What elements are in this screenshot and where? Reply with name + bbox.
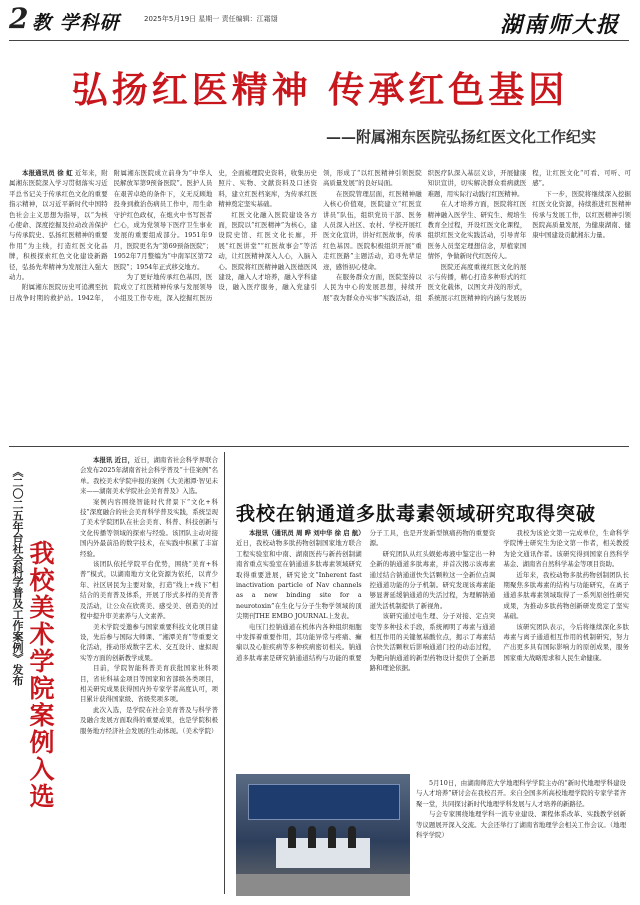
- art-paragraph: 此次入选，是学院在社会美育普及与科学普及融合发展方面取得的重要成果，也是学院积极服务地方经济社会发展的生动体现。（美术学院）: [80, 705, 218, 735]
- research-paragraph: 本报讯（通讯员 周 晔 刘中华 徐 启 航）近日，我校动物多肽药物创制国家地方联合工程实验室和中南、湖南医药与新药创制湖南省重点实验室在钠通道多肽毒素领域研究取得重要进展，研究论文“Inherent fast inactivation particle of Nav channels as a new binding site for a neurotoxin”在生化与分子生物学领域的顶尖期刊THE EMBO JOURNAL上发表。: [236, 529, 365, 621]
- research-body: [236, 528, 629, 766]
- feature-paragraph: 下一步，医院将继续深入挖掘红医文化资源，持续推进红医精神传承与发展工作，以红医精神引领医院高质量发展，为健康湖南、健康中国建设贡献湘东力量。: [532, 189, 631, 240]
- feature-headline: 弘扬红医精神 传承红色基因: [71, 69, 569, 111]
- research-byline: 本报讯（通讯员 周 晔 刘中华 徐 启 航）: [249, 529, 365, 537]
- research-headline: 我校在钠通道多肽毒素领域研究取得突破: [236, 503, 597, 525]
- photo-caption: [416, 778, 626, 896]
- art-paragraph: 案例内容围绕智能时代背景下“文化+科技”深度融合的社会美育科学普及实践，系统呈现了美术学院团队在社会美育、科普、科技创新与文化传播等领域的探索与经验。该团队主动对接国内外最前沿的数字技术，在实践中积累了丰富经验。: [80, 497, 218, 558]
- column-divider: [224, 452, 225, 894]
- masthead-meta: 2025年5月19日 星期一 责任编辑：江霜翃: [144, 15, 278, 23]
- art-paragraph: 美术学院受邀参与国家重要科技文化项目建设，先后参与国际大师课、“湘潭美育”等重要文化活动，推动形成数字艺术、交互设计、虚拟现实等方面的创新教学成果。: [80, 622, 218, 662]
- conference-photo: [236, 774, 410, 896]
- research-paragraph: 电压门控钠通道在机体内各种组织细胞中发挥着重要作用，其功能异常与疼痛、癫痫以及心脏疾病等多种疾病密切相关。钠通道多肽毒素是研究钠通道结构与功能的重要分子工具，也是开发新型镇痛药物的重要资源。: [236, 529, 496, 662]
- audience-area: [236, 874, 410, 896]
- caption-paragraph: 与会专家围绕地理学科一流专业建设、课程体系改革、实践教学创新等议题展开深入交流。大会还举行了湖南省地理学会相关工作会议。（地理科学学院）: [416, 810, 626, 840]
- stage-banner: [248, 784, 400, 820]
- newspaper-brand: 湖南师大报: [499, 12, 620, 38]
- section-title: 教 学科研: [32, 12, 120, 34]
- person-figure: [328, 826, 336, 848]
- feature-paragraph: 医院还高度重视红医文化的展示与传播，精心打造多种形式的红医文化载体，以图文并茂的形式，系统展示红医精神的内涵与发展历程，让红医文化“可看、可听、可感”。: [427, 169, 631, 302]
- feature-paragraph: 为了更好地传承红色基因，医院成立了红医精神传承与发展领导小组及工作专班，深入挖掘红医历史，全面梳理院史资料，收集历史照片、实物、文献资料及口述资料，建立红医档案库，为传承红医精神奠定坚实基础。: [113, 169, 317, 302]
- research-paragraph: 我校为该论文第一完成单位，生命科学学院博士研究生为论文第一作者，相关教授为论文通讯作者。该研究得到国家自然科学基金、湖南省自然科学基金等项目资助。: [503, 529, 629, 569]
- feature-paragraph: 在医院管理层面，红医精神融入核心价值观，医院建立“红医宣讲员”队伍，组织党员干部、医务人员深入社区、农村、学校开展红医文化宣讲，讲好红医故事，传承红色基因。医院积极组织开展“重走红医路”主题活动，追寻先辈足迹，感悟初心使命。: [322, 189, 422, 271]
- feature-paragraph: 在人才培养方面，医院将红医精神融入医学生、研究生、规培生教育全过程，开设红医文化课程，组织红医文化实践活动，引导青年医务人员坚定理想信念，厚植家国情怀，争做新时代红医传人。: [427, 200, 527, 261]
- feature-body: [9, 168, 631, 438]
- person-figure: [348, 826, 356, 848]
- art-byline: 本报讯 近日，: [93, 456, 135, 464]
- art-paragraph: 本报讯 近日，近日，湖南省社会科学界联合会发布2025年湖南省社会科学普及“十佳案例”名单。我校美术学院申报的案例《大美湘潭·智见未来——湖南美术学院社会美育普及》入选。: [80, 456, 218, 496]
- person-figure: [308, 826, 316, 848]
- feature-paragraph: 红医文化融入医院建设各方面，医院以“红医精神”为核心，建设院史馆、红医文化长廊，开展“红医讲堂”“红医故事会”等活动，让红医精神深入人心，入脑入心。医院将红医精神融入医德医风建设，融入人才培养，融入学科建设，融入医疗服务，融入党建引领，形成了“以红医精神引领医院高质量发展”的良好局面。: [218, 169, 422, 292]
- art-story-title: 我校美术学院案例入选: [26, 540, 55, 810]
- research-paragraph: 该研究团队表示，今后将继续深化多肽毒素与离子通道相互作用的机制研究，努力产出更多具有国际影响力的原创成果，服务国家重大战略需求和人民生命健康。: [503, 622, 629, 662]
- feature-paragraph: 附属湘东医院历史可追溯至抗日战争时期的救护站。1942年，附属湘东医院成立前身为“中华人民解放军第9预备医院”。医护人员在艰苦卓绝的条件下，义无反顾地投身到救治伤病员工作中，用生命守护红色政权，在炮火中书写医者仁心，成为党领导下医疗卫生事业发展的重要组成部分。1951年9月，医院更名为“第69预备医院”；1952年7月整编为“中南军区第72医院”；1954年正式移交地方。: [9, 169, 213, 302]
- masthead-rule: [9, 40, 629, 41]
- research-paragraph: 近年来，我校动物多肽药物创制团队长期聚焦多肽毒素的结构与功能研究，在离子通道多肽毒素领域取得了一系列原创性研究成果，为推动多肽药物创新研发奠定了坚实基础。: [503, 570, 629, 621]
- feature-subhead: ——附属湘东医院弘扬红医文化工作纪实: [325, 128, 596, 146]
- research-paragraph: 研究团队从红头蜈蚣毒液中鉴定出一种全新的钠通道多肽毒素，并首次揭示该毒素通过结合钠通道快失活颗粒这一全新位点调控通道功能的分子机制。研究发现该毒素能够显著延缓钠通道的失活过程，为理解钠通道失活机制提供了新视角。: [369, 549, 496, 610]
- page-number: 2: [9, 2, 29, 35]
- art-paragraph: 该团队依托学院平台优势，围绕“美育+科普”模式，以湖南地方文化资源为依托，以青少年、社区居民为主要对象，打造“线上+线下”相结合的美育普及体系，开展了形式多样的美育普及活动，让公众在欣赏美、感受美、创造美的过程中提升审美素养与人文素养。: [80, 560, 218, 621]
- caption-paragraph: 5月10日，由湖南师范大学地理科学学院主办的“新时代地理学科建设与人才培养”研讨会在我校召开。来自全国多所高校地理学院的专家学者齐聚一堂，共同探讨新时代地理学科发展与人才培养的新路径。: [416, 779, 626, 808]
- feature-paragraph: 本报通讯员 徐 虹 近年来，附属湘东医院深入学习贯彻落实习近平总书记关于传承红色文化的重要指示精神，以习近平新时代中国特色社会主义思想为指导，以“为核心使命、深度挖掘及拉动改善保护与传承院史、弘扬红医精神的重要作用”为主线，打造红医文化品牌，积极探索红色文化建设新路径，弘扬先辈精神为发展注入强大动力。: [9, 169, 108, 282]
- research-paragraph: 该研究通过电生理、分子对接、定点突变等多种技术手段，系统阐明了毒素与通道相互作用的关键氨基酸位点，揭示了毒素结合快失活颗粒后影响通道门控的动态过程，为靶向钠通道的新型药物设计提供了全新思路和理论依据。: [369, 612, 496, 673]
- art-story-subtitle: 《二〇二五年台社会科学普及工作案例》发布: [11, 466, 24, 686]
- feature-paragraph: 在服务群众方面，医院坚持以人民为中心的发展思想，持续开展“我为群众办实事”实践活动，组织医疗队深入基层义诊，开展健康知识宣讲，切实解决群众看病就医难题，用实际行动践行红医精神。: [322, 169, 527, 302]
- section-rule: [9, 446, 629, 447]
- feature-byline: 本报通讯员 徐 虹: [22, 169, 73, 177]
- art-story-body: [80, 455, 218, 895]
- art-paragraph: 目前，学院智能科普美育获批国家社科项目，省社科基金项目等国家和省部级各类项目，相关研究成果获得国内外专家学者高度认可，项目累计获得国家级、省级奖项多项。: [80, 664, 218, 704]
- person-figure: [288, 826, 296, 848]
